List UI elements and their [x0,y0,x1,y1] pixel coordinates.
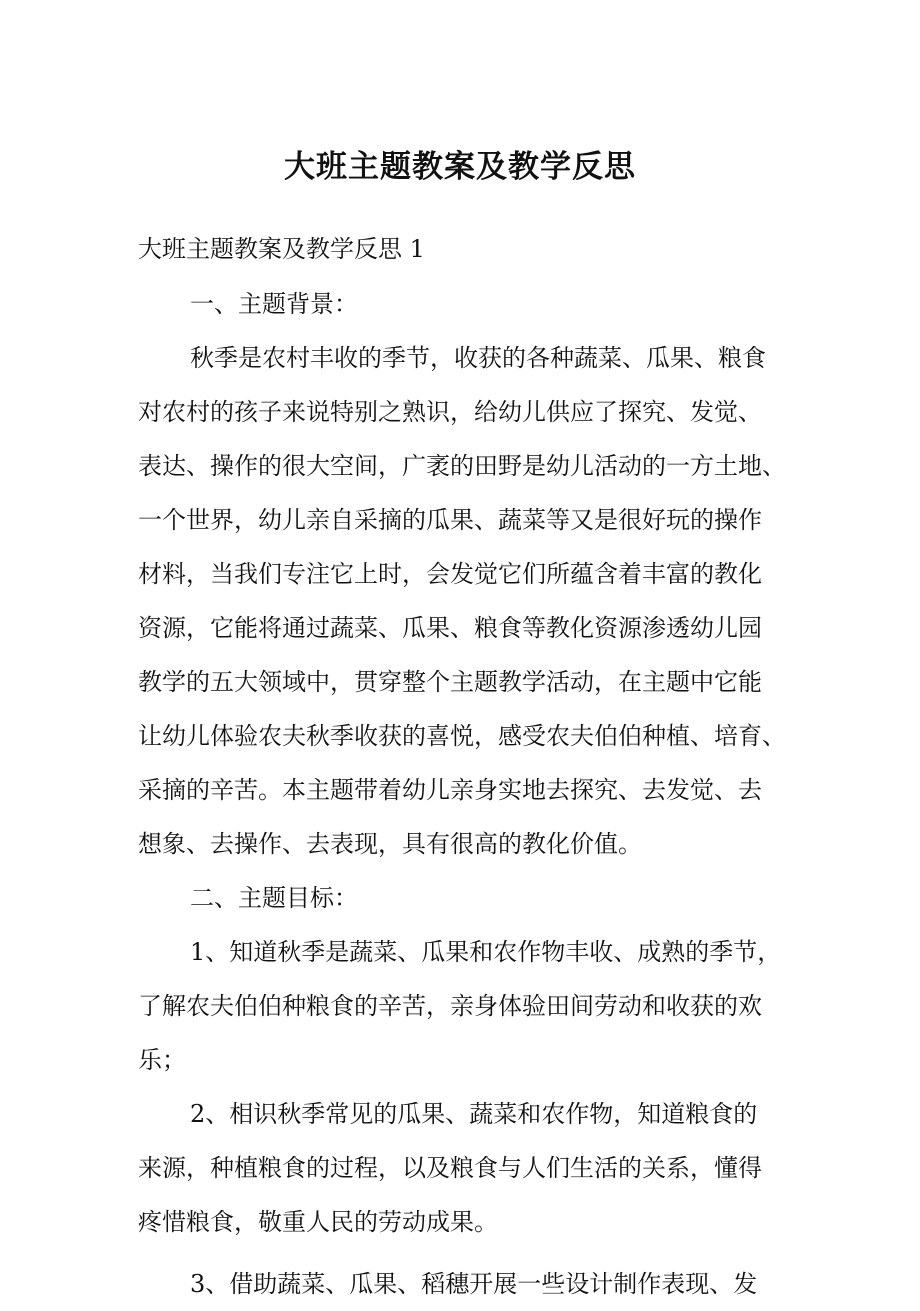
section-subtitle: 大班主题教案及教学反思 1 [138,235,425,263]
section-heading: 一、主题背景： [190,290,358,318]
document-body [138,277,788,1311]
paragraph-spacer [138,1249,788,1257]
paragraph-line: 材料，当我们专注它上时，会发觉它们所蕴含着丰富的教化 [138,560,762,588]
paragraph-line: 疼惜粮食，敬重人民的劳动成果。 [138,1208,498,1236]
paragraph-line: 对农村的孩子来说特别之熟识，给幼儿供应了探究、发觉、 [138,398,762,426]
paragraph-line: 一个世界，幼儿亲自采摘的瓜果、蔬菜等又是很好玩的操作 [138,506,762,534]
paragraph-line: 秋季是农村丰收的季节，收获的各种蔬菜、瓜果、粮食 [190,344,766,372]
paragraph-line: 表达、操作的很大空间，广袤的田野是幼儿活动的一方土地、 [138,452,786,480]
paragraph-line: 教学的五大领域中，贯穿整个主题教学活动，在主题中它能 [138,668,762,696]
section-heading: 二、主题目标： [190,884,358,912]
document-title: 大班主题教案及教学反思 [284,149,636,185]
paragraph-line: 1、知道秋季是蔬菜、瓜果和农作物丰收、成熟的季节， [190,938,782,966]
paragraph-line: 3、借助蔬菜、瓜果、稻穗开展一些设计制作表现、发 [190,1270,758,1298]
paragraph-line: 了解农夫伯伯种粮食的辛苦，亲身体验田间劳动和收获的欢 [138,992,762,1020]
paragraph-line: 想象、去操作、去表现，具有很高的教化价值。 [138,830,642,858]
paragraph-line: 来源，种植粮食的过程，以及粮食与人们生活的关系，懂得 [138,1154,762,1182]
paragraph-line: 乐； [138,1046,186,1074]
paragraph-line: 让幼儿体验农夫秋季收获的喜悦，感受农夫伯伯种植、培育、 [138,722,786,750]
paragraph-line: 2、相识秋季常见的瓜果、蔬菜和农作物，知道粮食的 [190,1100,758,1128]
paragraph-line: 资源，它能将通过蔬菜、瓜果、粮食等教化资源渗透幼儿园 [138,614,762,642]
paragraph-line: 采摘的辛苦。本主题带着幼儿亲身实地去探究、去发觉、去 [138,776,762,804]
